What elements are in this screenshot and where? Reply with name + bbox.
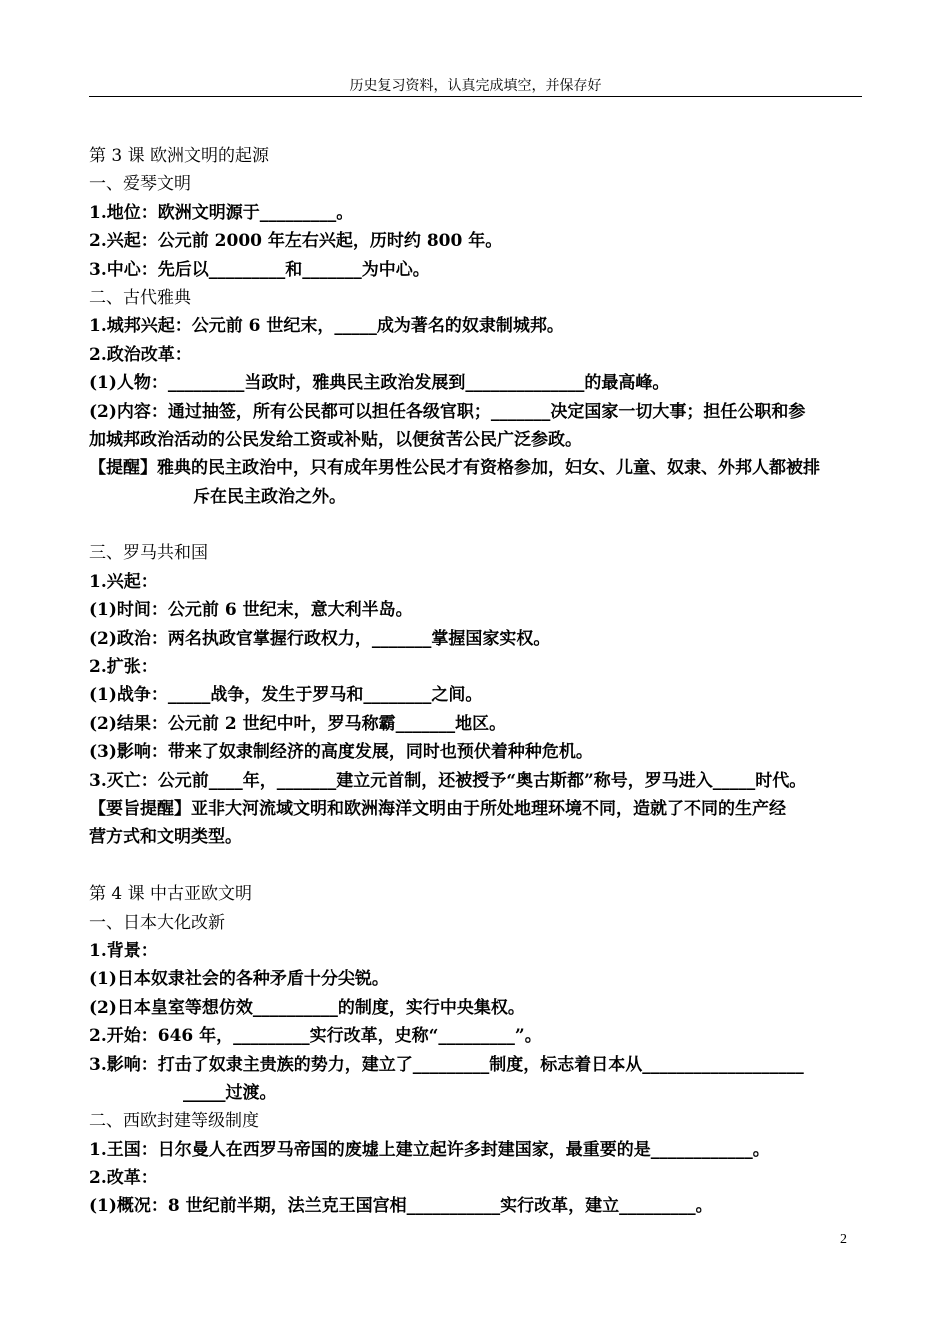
line-time: (1)时间：公元前 6 世纪末，意大利半岛。 <box>89 600 413 621</box>
section-aegean: 一、爱琴文明 <box>89 174 191 195</box>
section-feudal: 二、西欧封建等级制度 <box>89 1111 259 1132</box>
line-reform: 2.政治改革： <box>89 344 192 365</box>
lesson-3-title: 第 3 课 欧洲文明的起源 <box>89 146 270 166</box>
line-kingdom: 1.王国：日尔曼人在西罗马帝国的废墟上建立起许多封建国家，最重要的是____________。 <box>89 1139 770 1160</box>
lesson-4-title: 第 4 课 中古亚欧文明 <box>89 884 253 905</box>
line-start: 2.开始：646 年，_________实行改革，史称“_________”。 <box>89 1026 542 1047</box>
line-content-cont: 加城邦政治活动的公民发给工资或补贴，以便贫苦公民广泛参政。 <box>89 429 582 450</box>
line-center: 3.中心：先后以_________和_______为中心。 <box>89 259 430 280</box>
line-background: 1.背景： <box>89 940 158 961</box>
line-war: (1)战争：_____战争，发生于罗马和________之间。 <box>89 685 483 706</box>
line-impact: (3)影响：带来了奴隶制经济的高度发展，同时也预伏着种种危机。 <box>89 742 593 763</box>
line-expansion: 2.扩张： <box>89 657 158 678</box>
line-fall: 3.灭亡：公元前____年，_______建立元首制，还被授予“奥古斯都”称号，罗马进入_____时代。 <box>89 770 807 791</box>
key-reminder: 【要旨提醒】亚非大河流域文明和欧洲海洋文明由于所处地理环境不同，造就了不同的生产经 <box>89 798 786 819</box>
reminder-note-cont: 斥在民主政治之外。 <box>193 486 346 507</box>
reminder-note: 【提醒】雅典的民主政治中，只有成年男性公民才有资格参加，妇女、儿童、奴隶、外邦人都被排 <box>89 458 820 479</box>
line-influence-cont: _____过渡。 <box>183 1082 277 1103</box>
line-city-state: 1.城邦兴起：公元前 6 世纪末，_____成为著名的奴隶制城邦。 <box>89 316 564 337</box>
line-rise: 2.兴起：公元前 2000 年左右兴起，历时约 800 年。 <box>89 231 503 252</box>
page-number: 2 <box>840 1232 847 1247</box>
key-reminder-cont: 营方式和文明类型。 <box>89 827 242 848</box>
spacer <box>89 511 879 539</box>
line-status: 1.地位：欧洲文明源于_________。 <box>89 202 354 223</box>
line-background-2: (2)日本皇室等想仿效__________的制度，实行中央集权。 <box>89 997 525 1018</box>
line-overview: (1)概况：8 世纪前半期，法兰克王国宫相___________实行改革，建立_________。 <box>89 1196 713 1217</box>
section-rome: 三、罗马共和国 <box>89 543 208 564</box>
line-background-1: (1)日本奴隶社会的各种矛盾十分尖锐。 <box>89 969 389 990</box>
section-athens: 二、古代雅典 <box>89 287 191 308</box>
header-rule <box>89 96 862 97</box>
spacer <box>89 852 879 880</box>
document-body <box>89 142 879 1221</box>
line-result: (2)结果：公元前 2 世纪中叶，罗马称霸_______地区。 <box>89 713 507 734</box>
line-reform-2: 2.改革： <box>89 1168 158 1189</box>
line-person: (1)人物：_________当政时，雅典民主政治发展到______________的最高峰。 <box>89 373 670 394</box>
line-content: (2)内容：通过抽签，所有公民都可以担任各级官职；_______决定国家一切大事；担任公职和参 <box>89 401 806 422</box>
line-influence: 3.影响：打击了奴隶主贵族的势力，建立了_________制度，标志着日本从___________________ <box>89 1054 804 1075</box>
running-header: 历史复习资料，认真完成填空，并保存好 <box>349 78 602 94</box>
line-rome-rise: 1.兴起： <box>89 571 158 592</box>
section-taika: 一、日本大化改新 <box>89 912 225 933</box>
line-politics: (2)政治：两名执政官掌握行政权力，_______掌握国家实权。 <box>89 628 551 649</box>
